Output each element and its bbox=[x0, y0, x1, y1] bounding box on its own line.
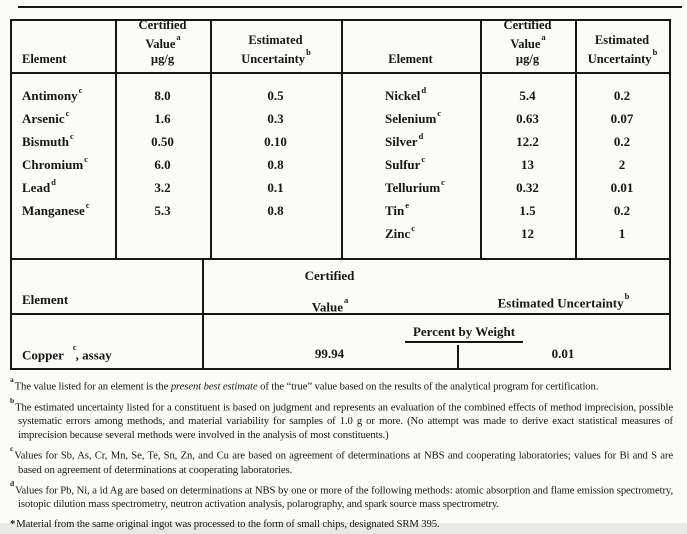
uncertainty-cell: 1 bbox=[618, 226, 626, 241]
header-label: Value$^a$ bbox=[311, 295, 349, 315]
uncertainty-cell: 0.2 bbox=[613, 203, 631, 218]
header-label: Value$^a$ bbox=[145, 31, 181, 51]
percent-by-weight-label: Percent by Weight bbox=[405, 324, 523, 343]
element-cell: Sulfur $^c$ bbox=[385, 153, 426, 172]
element-cell: Bismuth $^c$ bbox=[22, 130, 74, 149]
value-cell: 1.5 bbox=[519, 203, 536, 218]
element-cell: Chromium $^c$ bbox=[22, 153, 88, 172]
uncertainty-cell: 0.01 bbox=[551, 346, 575, 361]
value-cell: 1.6 bbox=[154, 111, 171, 126]
uncertainty-cell: 0.2 bbox=[613, 88, 631, 103]
footnote-ref-a: a bbox=[541, 31, 546, 42]
value-cell: 12.2 bbox=[516, 134, 539, 149]
uncertainty-cell: 0.5 bbox=[267, 88, 284, 103]
element-cell: Lead $^d$ bbox=[22, 176, 56, 195]
footnote-marker: c bbox=[10, 444, 14, 454]
element-cell: Selenium $^c$ bbox=[385, 107, 442, 126]
uncertainty-cell: 0.01 bbox=[610, 180, 634, 195]
header-label: Certified bbox=[138, 17, 187, 32]
uncertainty-cell: 0.3 bbox=[267, 111, 284, 126]
uncertainty-cell: 0.10 bbox=[264, 134, 287, 149]
table-grid bbox=[12, 17, 669, 245]
trace-elements-table bbox=[10, 19, 671, 260]
column-header-element: Element bbox=[22, 292, 69, 307]
value-cell: 0.50 bbox=[151, 134, 174, 149]
unit-label: µg/g bbox=[515, 52, 540, 66]
header-label: Uncertainty$^b$ bbox=[587, 46, 658, 66]
value-cell: 99.94 bbox=[314, 346, 345, 361]
column-header-element bbox=[341, 21, 480, 72]
uncertainty-cell: 0.8 bbox=[267, 157, 284, 172]
footnote-asterisk: *Material from the same original ingot was processed to the form of small chips, designated SRM 395. bbox=[10, 518, 440, 531]
footnote-ref-b: b bbox=[306, 46, 311, 57]
value-cell: 12 bbox=[521, 226, 534, 241]
uncertainty-cell: 0.8 bbox=[267, 203, 284, 218]
footnote-ref-a: a bbox=[176, 31, 181, 42]
element-cell: Copper$^c$, assay bbox=[22, 342, 112, 363]
footnote-ref-b: b bbox=[652, 46, 658, 57]
footnote-a: $^a$The value listed for an element is the present best estimate of the “true” value based on the results of the analytical program for certification. bbox=[10, 375, 599, 393]
uncertainty-cell: 0.07 bbox=[610, 111, 634, 126]
footnote-marker: a bbox=[10, 375, 14, 384]
element-cell: Antimony $^c$ bbox=[22, 84, 83, 103]
header-label: Certified bbox=[304, 268, 355, 283]
header-label: Estimated bbox=[594, 32, 650, 47]
element-cell: Nickel $^d$ bbox=[385, 84, 427, 103]
footnotes bbox=[10, 376, 673, 534]
footnote-c: $^c$Values for Sb, As, Cr, Mn, Se, Te, Sn, Zn, and Cu are based on agreement of determinations at NBS and cooperating laboratories; values for Bi and S are based on agreement of determinations at cooperating laboratories. bbox=[10, 444, 673, 476]
value-cell: 5.4 bbox=[519, 88, 536, 103]
element-cell: Zinc $^c$ bbox=[385, 222, 416, 241]
footnote-marker: * bbox=[10, 518, 16, 531]
value-cell: 13 bbox=[521, 157, 534, 172]
column-header-uncertainty bbox=[210, 21, 341, 72]
header-label: Value$^a$ bbox=[510, 31, 546, 51]
header-label: Estimated bbox=[248, 32, 303, 47]
value-cell: 0.63 bbox=[516, 111, 539, 126]
value-cell: 5.3 bbox=[154, 203, 171, 218]
uncertainty-cell: 0.2 bbox=[613, 134, 631, 149]
uncertainty-cell: 0.1 bbox=[267, 180, 284, 195]
footnote-ref-b: b bbox=[624, 291, 630, 301]
value-cell: 8.0 bbox=[154, 88, 171, 103]
element-cell: Arsenic $^c$ bbox=[22, 107, 70, 126]
header-label: Element bbox=[22, 52, 67, 66]
footnote-marker: d bbox=[10, 478, 15, 488]
footnote-d: $^d$Values for Pb, Ni, a id Ag are based on determinations at NBS by one or more of the following methods: atomic absorption and flame emission spectrometry, isotopic dilution mass spectrometry, neutron activation analysis, polarography, and spark source mass spectrometry. bbox=[10, 478, 673, 511]
value-cell: 3.2 bbox=[154, 180, 171, 195]
element-cell: Manganese $^c$ bbox=[22, 199, 90, 218]
column-header-certified-value bbox=[115, 17, 210, 72]
page-top-rule bbox=[18, 6, 682, 8]
column-header-uncertainty bbox=[575, 21, 669, 72]
footnote-marker: b bbox=[10, 395, 15, 405]
column-header-certified-value bbox=[202, 268, 457, 314]
value-cell: 6.0 bbox=[154, 157, 171, 172]
value-cell: 0.32 bbox=[516, 180, 539, 195]
column-header-certified-value bbox=[480, 17, 575, 72]
uncertainty-cell: 2 bbox=[618, 157, 626, 172]
header-label: Uncertainty$^b$ bbox=[241, 46, 311, 66]
footnote-ref-a: a bbox=[344, 295, 349, 305]
header-label: Certified bbox=[503, 17, 552, 32]
unit-label: µg/g bbox=[150, 52, 175, 66]
header-label: Element bbox=[388, 52, 433, 66]
footnote-b: $^b$The estimated uncertainty listed for a constituent is based on judgment and represents an evaluation of the combined effects of method imprecision, possible systematic errors among methods, and material variability for samples of 1.0 g or more. (No attempt was made to derive exact statistical measures of imprecision because several methods were involved in the analysis of most constituents.) bbox=[10, 395, 673, 442]
element-cell: Tellurium $^c$ bbox=[385, 176, 445, 195]
column-header-uncertainty: Estimated Uncertainty$^b$ bbox=[497, 291, 630, 311]
element-cell: Tin $^e$ bbox=[385, 199, 410, 218]
element-cell: Silver $^d$ bbox=[385, 130, 424, 149]
copper-assay-table bbox=[10, 260, 671, 370]
column-header-element bbox=[12, 21, 115, 72]
